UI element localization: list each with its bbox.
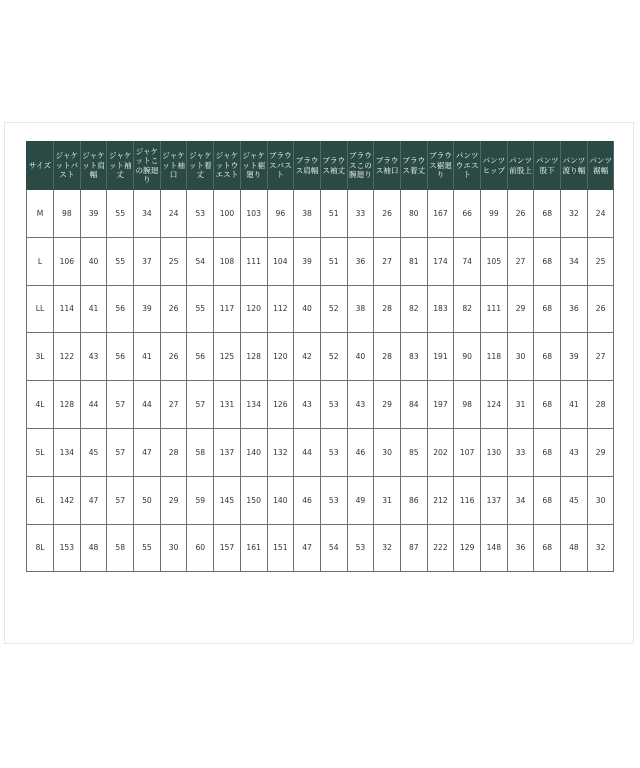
- column-header: ジャケットウエスト: [214, 142, 241, 190]
- measurement-cell: 28: [374, 285, 401, 333]
- measurement-cell: 53: [187, 190, 214, 238]
- measurement-cell: 27: [160, 381, 187, 429]
- measurement-cell: 96: [267, 190, 294, 238]
- measurement-cell: 26: [160, 285, 187, 333]
- measurement-cell: 129: [454, 524, 481, 572]
- column-header: ジャケット裾廻り: [240, 142, 267, 190]
- measurement-cell: 31: [374, 476, 401, 524]
- measurement-cell: 114: [54, 285, 81, 333]
- measurement-cell: 116: [454, 476, 481, 524]
- measurement-cell: 98: [54, 190, 81, 238]
- measurement-cell: 42: [294, 333, 321, 381]
- size-label-cell: 3L: [27, 333, 54, 381]
- column-header: ブラウス袖丈: [320, 142, 347, 190]
- header-row: [27, 142, 614, 190]
- measurement-cell: 68: [534, 190, 561, 238]
- measurement-cell: 106: [54, 237, 81, 285]
- table-row: [27, 237, 614, 285]
- measurement-cell: 117: [214, 285, 241, 333]
- measurement-cell: 51: [320, 237, 347, 285]
- measurement-cell: 87: [400, 524, 427, 572]
- table-row: [27, 428, 614, 476]
- measurement-cell: 32: [374, 524, 401, 572]
- measurement-cell: 68: [534, 333, 561, 381]
- column-header: ジャケット袖口: [160, 142, 187, 190]
- measurement-cell: 46: [294, 476, 321, 524]
- measurement-cell: 134: [54, 428, 81, 476]
- measurement-cell: 53: [347, 524, 374, 572]
- measurement-cell: 68: [534, 428, 561, 476]
- measurement-cell: 68: [534, 524, 561, 572]
- measurement-cell: 26: [160, 333, 187, 381]
- measurement-cell: 122: [54, 333, 81, 381]
- measurement-cell: 161: [240, 524, 267, 572]
- column-header: ジャケットこの腕廻り: [134, 142, 161, 190]
- measurement-cell: 84: [400, 381, 427, 429]
- measurement-cell: 167: [427, 190, 454, 238]
- measurement-cell: 27: [374, 237, 401, 285]
- measurement-cell: 131: [214, 381, 241, 429]
- measurement-cell: 100: [214, 190, 241, 238]
- column-header: ブラウス裾廻り: [427, 142, 454, 190]
- measurement-cell: 104: [267, 237, 294, 285]
- measurement-cell: 36: [347, 237, 374, 285]
- column-header: ジャケット肩幅: [80, 142, 107, 190]
- measurement-cell: 128: [240, 333, 267, 381]
- measurement-cell: 25: [587, 237, 614, 285]
- measurement-cell: 82: [454, 285, 481, 333]
- measurement-cell: 29: [374, 381, 401, 429]
- measurement-cell: 125: [214, 333, 241, 381]
- column-header: パンツ前股上: [507, 142, 534, 190]
- measurement-cell: 37: [134, 237, 161, 285]
- measurement-cell: 124: [481, 381, 508, 429]
- size-label-cell: 4L: [27, 381, 54, 429]
- measurement-cell: 60: [187, 524, 214, 572]
- measurement-cell: 30: [507, 333, 534, 381]
- measurement-cell: 52: [320, 333, 347, 381]
- measurement-cell: 29: [587, 428, 614, 476]
- table-row: [27, 190, 614, 238]
- measurement-cell: 90: [454, 333, 481, 381]
- table-row: [27, 524, 614, 572]
- measurement-cell: 48: [561, 524, 588, 572]
- measurement-cell: 130: [481, 428, 508, 476]
- measurement-cell: 40: [80, 237, 107, 285]
- measurement-cell: 24: [587, 190, 614, 238]
- measurement-cell: 38: [347, 285, 374, 333]
- measurement-cell: 128: [54, 381, 81, 429]
- measurement-cell: 82: [400, 285, 427, 333]
- measurement-cell: 212: [427, 476, 454, 524]
- measurement-cell: 30: [587, 476, 614, 524]
- measurement-cell: 56: [107, 285, 134, 333]
- table-row: [27, 476, 614, 524]
- column-header: パンツ渡り幅: [561, 142, 588, 190]
- column-header-size: サイズ: [27, 142, 54, 190]
- column-header: ジャケット着丈: [187, 142, 214, 190]
- measurement-cell: 81: [400, 237, 427, 285]
- measurement-cell: 120: [267, 333, 294, 381]
- measurement-cell: 49: [347, 476, 374, 524]
- measurement-cell: 68: [534, 381, 561, 429]
- column-header: パンツヒップ: [481, 142, 508, 190]
- measurement-cell: 183: [427, 285, 454, 333]
- measurement-cell: 29: [160, 476, 187, 524]
- column-header: ブラウスこの腕廻り: [347, 142, 374, 190]
- column-header: ブラウスバスト: [267, 142, 294, 190]
- measurement-cell: 28: [587, 381, 614, 429]
- measurement-cell: 57: [187, 381, 214, 429]
- size-label-cell: L: [27, 237, 54, 285]
- measurement-cell: 52: [320, 285, 347, 333]
- measurement-cell: 120: [240, 285, 267, 333]
- measurement-cell: 43: [294, 381, 321, 429]
- size-label-cell: 8L: [27, 524, 54, 572]
- measurement-cell: 26: [507, 190, 534, 238]
- size-label-cell: 5L: [27, 428, 54, 476]
- measurement-cell: 47: [134, 428, 161, 476]
- measurement-cell: 27: [587, 333, 614, 381]
- measurement-cell: 145: [214, 476, 241, 524]
- measurement-cell: 137: [214, 428, 241, 476]
- measurement-cell: 80: [400, 190, 427, 238]
- measurement-cell: 111: [240, 237, 267, 285]
- measurement-cell: 112: [267, 285, 294, 333]
- measurement-cell: 66: [454, 190, 481, 238]
- table-header: [27, 142, 614, 190]
- measurement-cell: 50: [134, 476, 161, 524]
- measurement-cell: 134: [240, 381, 267, 429]
- column-header: パンツ股下: [534, 142, 561, 190]
- size-chart-table: [26, 141, 614, 572]
- measurement-cell: 103: [240, 190, 267, 238]
- measurement-cell: 222: [427, 524, 454, 572]
- size-label-cell: LL: [27, 285, 54, 333]
- measurement-cell: 32: [587, 524, 614, 572]
- measurement-cell: 47: [80, 476, 107, 524]
- measurement-cell: 56: [107, 333, 134, 381]
- measurement-cell: 174: [427, 237, 454, 285]
- measurement-cell: 43: [347, 381, 374, 429]
- measurement-cell: 30: [160, 524, 187, 572]
- measurement-cell: 28: [160, 428, 187, 476]
- measurement-cell: 58: [107, 524, 134, 572]
- measurement-cell: 54: [187, 237, 214, 285]
- measurement-cell: 48: [80, 524, 107, 572]
- measurement-cell: 40: [294, 285, 321, 333]
- measurement-cell: 59: [187, 476, 214, 524]
- measurement-cell: 57: [107, 476, 134, 524]
- measurement-cell: 55: [107, 237, 134, 285]
- measurement-cell: 56: [187, 333, 214, 381]
- measurement-cell: 68: [534, 476, 561, 524]
- measurement-cell: 53: [320, 476, 347, 524]
- measurement-cell: 26: [374, 190, 401, 238]
- measurement-cell: 68: [534, 237, 561, 285]
- measurement-cell: 142: [54, 476, 81, 524]
- column-header: ジャケットバスト: [54, 142, 81, 190]
- measurement-cell: 33: [507, 428, 534, 476]
- measurement-cell: 31: [507, 381, 534, 429]
- measurement-cell: 126: [267, 381, 294, 429]
- measurement-cell: 36: [507, 524, 534, 572]
- measurement-cell: 47: [294, 524, 321, 572]
- measurement-cell: 43: [561, 428, 588, 476]
- column-header: ジャケット袖丈: [107, 142, 134, 190]
- measurement-cell: 55: [134, 524, 161, 572]
- table-row: [27, 381, 614, 429]
- column-header: ブラウス肩幅: [294, 142, 321, 190]
- measurement-cell: 28: [374, 333, 401, 381]
- measurement-cell: 111: [481, 285, 508, 333]
- measurement-cell: 202: [427, 428, 454, 476]
- measurement-cell: 57: [107, 381, 134, 429]
- measurement-cell: 39: [80, 190, 107, 238]
- measurement-cell: 150: [240, 476, 267, 524]
- measurement-cell: 44: [294, 428, 321, 476]
- measurement-cell: 99: [481, 190, 508, 238]
- measurement-cell: 108: [214, 237, 241, 285]
- measurement-cell: 29: [507, 285, 534, 333]
- measurement-cell: 40: [347, 333, 374, 381]
- measurement-cell: 83: [400, 333, 427, 381]
- column-header: ブラウス袖口: [374, 142, 401, 190]
- column-header: パンツ裾幅: [587, 142, 614, 190]
- measurement-cell: 36: [561, 285, 588, 333]
- size-label-cell: M: [27, 190, 54, 238]
- measurement-cell: 191: [427, 333, 454, 381]
- measurement-cell: 55: [107, 190, 134, 238]
- measurement-cell: 85: [400, 428, 427, 476]
- measurement-cell: 51: [320, 190, 347, 238]
- measurement-cell: 118: [481, 333, 508, 381]
- measurement-cell: 105: [481, 237, 508, 285]
- measurement-cell: 43: [80, 333, 107, 381]
- measurement-cell: 25: [160, 237, 187, 285]
- measurement-cell: 44: [80, 381, 107, 429]
- measurement-cell: 39: [561, 333, 588, 381]
- measurement-cell: 39: [294, 237, 321, 285]
- measurement-cell: 153: [54, 524, 81, 572]
- table-row: [27, 285, 614, 333]
- column-header: パンツウエスト: [454, 142, 481, 190]
- measurement-cell: 54: [320, 524, 347, 572]
- measurement-cell: 53: [320, 381, 347, 429]
- measurement-cell: 98: [454, 381, 481, 429]
- measurement-cell: 140: [240, 428, 267, 476]
- measurement-cell: 132: [267, 428, 294, 476]
- measurement-cell: 39: [134, 285, 161, 333]
- measurement-cell: 38: [294, 190, 321, 238]
- measurement-cell: 86: [400, 476, 427, 524]
- measurement-cell: 45: [561, 476, 588, 524]
- measurement-cell: 74: [454, 237, 481, 285]
- measurement-cell: 53: [320, 428, 347, 476]
- measurement-cell: 197: [427, 381, 454, 429]
- measurement-cell: 41: [134, 333, 161, 381]
- column-header: ブラウス着丈: [400, 142, 427, 190]
- measurement-cell: 45: [80, 428, 107, 476]
- measurement-cell: 34: [507, 476, 534, 524]
- measurement-cell: 140: [267, 476, 294, 524]
- table-body: [27, 190, 614, 572]
- measurement-cell: 34: [561, 237, 588, 285]
- measurement-cell: 148: [481, 524, 508, 572]
- measurement-cell: 30: [374, 428, 401, 476]
- measurement-cell: 34: [134, 190, 161, 238]
- table-row: [27, 333, 614, 381]
- measurement-cell: 32: [561, 190, 588, 238]
- measurement-cell: 57: [107, 428, 134, 476]
- measurement-cell: 27: [507, 237, 534, 285]
- size-label-cell: 6L: [27, 476, 54, 524]
- measurement-cell: 26: [587, 285, 614, 333]
- measurement-cell: 107: [454, 428, 481, 476]
- measurement-cell: 33: [347, 190, 374, 238]
- measurement-cell: 44: [134, 381, 161, 429]
- measurement-cell: 55: [187, 285, 214, 333]
- measurement-cell: 46: [347, 428, 374, 476]
- measurement-cell: 24: [160, 190, 187, 238]
- measurement-cell: 137: [481, 476, 508, 524]
- measurement-cell: 41: [80, 285, 107, 333]
- measurement-cell: 58: [187, 428, 214, 476]
- measurement-cell: 41: [561, 381, 588, 429]
- measurement-cell: 157: [214, 524, 241, 572]
- measurement-cell: 151: [267, 524, 294, 572]
- measurement-cell: 68: [534, 285, 561, 333]
